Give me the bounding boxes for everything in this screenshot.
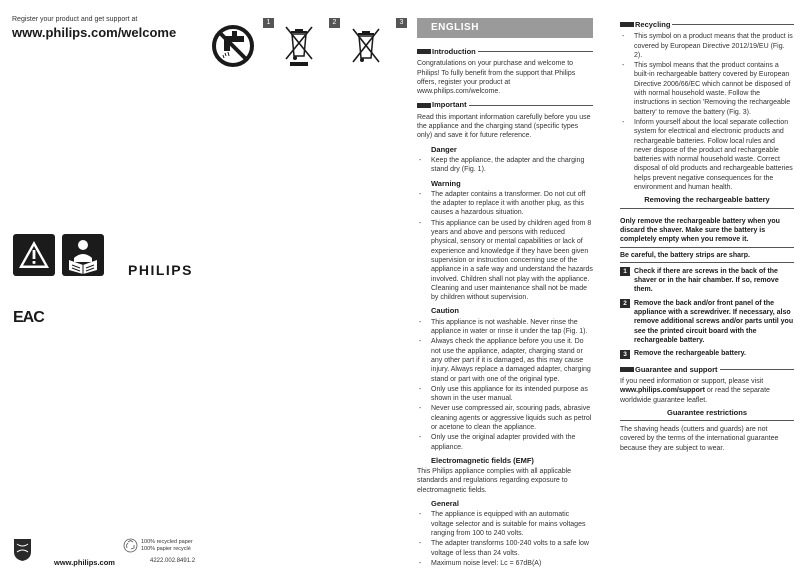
removing-battery-heading: Removing the rechargeable battery: [620, 195, 794, 208]
recycled-paper-fr: 100% papier recyclé: [141, 545, 191, 552]
careful-note: Be careful, the battery strips are sharp.: [620, 251, 794, 263]
support-url[interactable]: www.philips.com/support: [620, 387, 705, 395]
no-tap-water-icon: [210, 22, 266, 70]
list-item: - Maximum noise level: Lc = 67dB(A): [417, 559, 593, 568]
support-text-lead: If you need information or support, please visit: [620, 378, 764, 385]
danger-list: [417, 156, 593, 175]
register-url[interactable]: www.philips.com/welcome: [12, 25, 177, 40]
step-text: Remove the rechargeable battery.: [634, 350, 746, 358]
recycling-list: [620, 32, 794, 192]
right-column: [620, 18, 794, 456]
figure-2: [276, 18, 340, 72]
list-item: - This symbol on a product means that the product is covered by European Directive 2012/19/EU (Fig. 2).: [620, 32, 794, 60]
footer-url[interactable]: www.philips.com: [54, 558, 115, 567]
recycled-paper-en: 100% recycled paper: [141, 539, 193, 545]
section-heading-introduction: [417, 47, 593, 56]
figure-number: 1: [263, 18, 274, 28]
danger-heading: Danger: [431, 144, 457, 154]
language-header: ENGLISH: [417, 18, 593, 38]
warning-heading: Warning: [431, 178, 461, 188]
read-manual-icon: [62, 234, 104, 276]
removal-step: [620, 299, 794, 345]
list-item: - Only use the original adapter provided with the appliance.: [417, 433, 593, 452]
figure-1: [210, 18, 274, 72]
list-item: - Always check the appliance before you use it. Do not use the appliance, adapter, charging stand or any other part if it is damaged, as this may cause injury. Always replace a damaged adapter, charging stand or part with one of the original type.: [417, 337, 593, 383]
list-item: - The appliance is equipped with an automatic voltage selector and is suitable for mains voltages ranging from 100 to 240 volts.: [417, 510, 593, 538]
intro-text: Congratulations on your purchase and welcome to Philips! To fully benefit from the support that Philips offers, register your product at www.philips.com/welcome.: [417, 60, 576, 96]
recycled-paper-note: [141, 539, 193, 552]
list-item: - This appliance can be used by children aged from 8 years and above and persons with reduced physical, sensory or mental capabilities or lack of experience and knowledge if they have been given supervision or instruction concerning use of the appliance in a safe way and understand the hazards involved. Children shall not play with the appliance. Cleaning and user maintenance shall not be made by children without supervision.: [417, 219, 593, 303]
eac-certification-mark: EAC: [13, 309, 44, 326]
list-item: - This appliance is not washable. Never rinse the appliance in water or rinse it under the tap (Fig. 1).: [417, 318, 593, 337]
restrictions-text: The shaving heads (cutters and guards) are not covered by the terms of the international guarantee because they are subject to wear.: [620, 426, 779, 452]
list-item: - Inform yourself about the local separate collection system for electrical and electronic products and rechargeable batteries. Follow local rules and never dispose of the product and rechargeable batteries with normal household waste. Correct disposal of old products and rechargeable batteries helps prevent negative consequences for the environment and human health.: [620, 118, 794, 192]
section-heading-label: Recycling: [635, 20, 671, 29]
list-item: - Only use this appliance for its intended purpose as shown in the user manual.: [417, 385, 593, 404]
section-heading-important: [417, 100, 593, 109]
register-prompt: Register your product and get support at: [12, 16, 138, 23]
section-heading-label: Introduction: [432, 47, 476, 56]
general-heading: General: [431, 499, 459, 509]
step-number: 1: [620, 267, 630, 276]
philips-brand: PHILIPS: [128, 262, 193, 278]
emf-heading: Electromagnetic fields (EMF): [431, 455, 534, 465]
list-item: - The adapter contains a transformer. Do not cut off the adapter to replace it with another plug, as this causes a hazardous situation.: [417, 190, 593, 218]
caution-list: [417, 318, 593, 452]
step-number: 3: [620, 350, 630, 359]
section-heading-guarantee-support: [620, 365, 794, 374]
crossed-bin-icon: [276, 22, 332, 70]
crossed-bin-battery-icon: [343, 22, 399, 70]
section-heading-label: Guarantee and support: [635, 364, 718, 374]
step-text: Check if there are screws in the back of the shaver or in the hair chamber. If so, remove them.: [634, 267, 779, 294]
removal-step: [620, 349, 794, 359]
figure-number: 3: [396, 18, 407, 28]
warning-triangle-icon: [13, 234, 55, 276]
caution-heading: Caution: [431, 306, 459, 316]
removal-step: [620, 267, 794, 295]
list-item: - Keep the appliance, the adapter and the charging stand dry (Fig. 1).: [417, 156, 593, 175]
emf-text: This Philips appliance complies with all applicable standards and regulations regarding exposure to electromagnetic fields.: [417, 468, 572, 494]
step-text: Remove the back and/or front panel of the appliance with a screwdriver. If necessary, also remove additional screws and/or parts until you see the printed circuit board with the rechargeable battery.: [634, 299, 794, 344]
section-heading-label: Important: [432, 100, 467, 110]
guarantee-restrictions-heading: Guarantee restrictions: [620, 408, 794, 421]
support-text-tail: or read the separate worldwide guarantee leaflet.: [620, 387, 770, 404]
figure-number: 2: [329, 18, 340, 28]
list-item: - The adapter transforms 100-240 volts to a safe low voltage of less than 24 volts.: [417, 539, 593, 558]
philips-shield-icon: [13, 538, 32, 562]
support-text: [620, 377, 794, 405]
section-heading-recycling: [620, 20, 794, 29]
list-item: - Never use compressed air, scouring pads, abrasive cleaning agents or aggressive liquids such as petrol or acetone to clean the appliance.: [417, 404, 593, 432]
document-number: 4222.002.8491.2: [150, 558, 196, 564]
figure-3: [343, 18, 407, 72]
middle-column: [417, 18, 593, 569]
warning-list: [417, 190, 593, 303]
step-number: 2: [620, 299, 630, 308]
general-list: [417, 510, 593, 568]
removing-note: Only remove the rechargeable battery when you discard the shaver. Make sure the battery is completely empty when you remove it.: [620, 217, 794, 248]
recycle-icon: [123, 538, 138, 553]
list-item: - This symbol means that the product contains a built-in rechargeable battery covered by European Directive 2006/66/EC which cannot be disposed of with normal household waste. Follow the instructions in section 'Removing the rechargeable battery' to remove the battery (Fig. 3).: [620, 61, 794, 117]
important-text: Read this important information carefully before you use the appliance and the charging stand (specific types only) and save it for future reference.: [417, 113, 591, 140]
